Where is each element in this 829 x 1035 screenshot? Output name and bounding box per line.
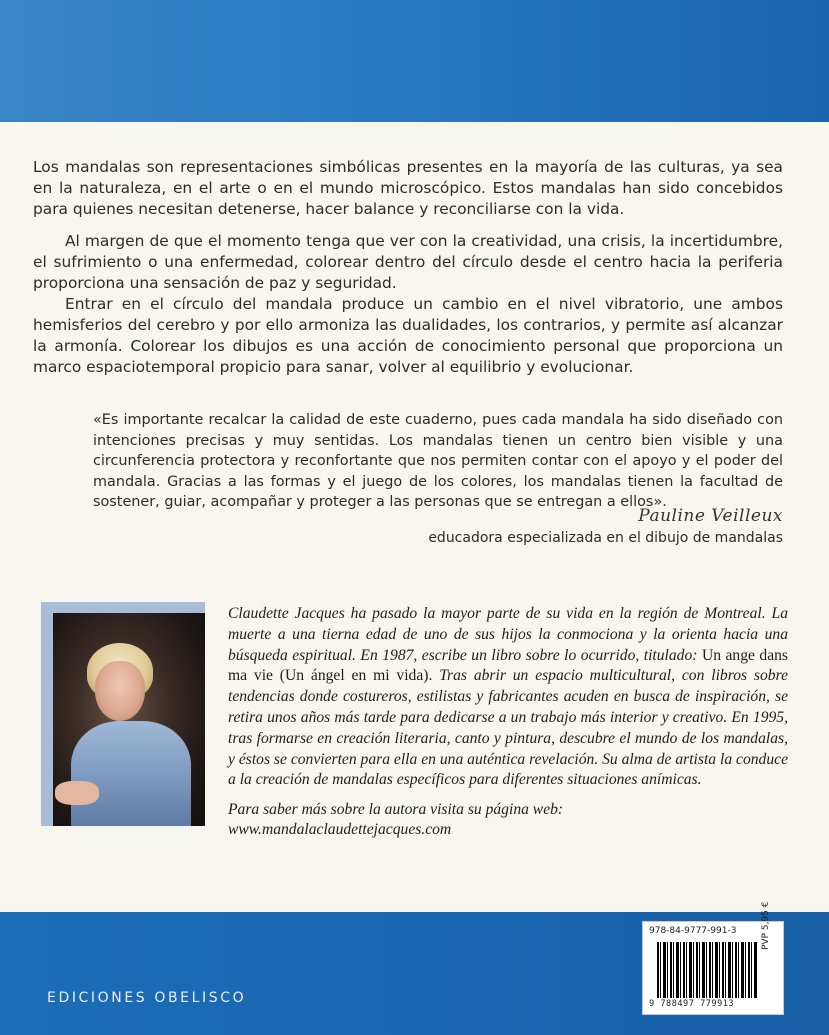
quote-author-role: educadora especializada en el dibujo de mandalas [428,530,783,546]
barcode-icon [657,942,757,998]
top-cover-band [0,0,829,122]
barcode-number: 9 788497 779913 [649,999,735,1009]
isbn-text: 978-84-9777-991-3 [649,926,737,936]
barcode-label [642,901,784,1015]
website-url[interactable]: www.mandalaclaudettejacques.com [228,821,452,838]
testimonial-quote: «Es importante recalcar la calidad de este cuaderno, pues cada mandala ha sido diseñado con intenciones precisas y muy sentidas. Los mandalas tienen un centro bien visible y una circunferencia protectora y reconfortante que nos permiten contar con el apoyo y el poder del mandala. Gracias a las formas y el juego de los colores, los mandalas tienen la facultad de sostener, guiar, acompañar y proteger a las personas que se entregan a ellos». [93,412,783,510]
intro-paragraph-3: Entrar en el círculo del mandala produce un cambio en el nivel vibratorio, une ambos hemisferios del cerebro y por ello armoniza las dualidades, los contrarios, y permite así alcanzar la armonía. Colorear los dibujos es una acción de conocimiento personal que proporciona un marco espaciotemporal propicio para sanar, volver al equilibrio y evolucionar. [33,295,783,376]
intro-paragraph-1: Los mandalas son representaciones simbólicas presentes en la mayoría de las culturas, ya sea en la naturaleza, en el arte o en el mundo microscópico. Estos mandalas han sido concebidos para quienes necesitan detenerse, hacer balance y reconciliarse con la vida. [33,158,783,218]
author-photo [53,613,205,826]
intro-paragraph-2: Al margen de que el momento tenga que ver con la creatividad, una crisis, la incertidumbre, el sufrimiento o una enfermedad, colorear dentro del círculo desde el centro hacia la periferia proporciona una sensación de paz y seguridad. [33,232,783,292]
photo-hand-shape [55,781,99,805]
author-bio [228,604,788,791]
quote-author: Pauline Veilleux [638,506,783,526]
website-label: Para saber más sobre la autora visita su página web: [228,801,564,818]
price-text: PVP 5,95 € [761,901,771,950]
bio-part-2: Tras abrir un espacio multicultural, con libros sobre tendencias donde costureros, estilistas y fabricantes acuden en busca de inspiración, se retira unos años más tarde para dedicarse a un trabajo más interior y creativo. En 1995, tras formarse en creación literaria, canto y pintura, descubre el mundo de los mandalas, y éstos se convierten para ella en una auténtica revelación. Su alma de artista la conduce a la creación de mandalas específicos para diferentes situaciones anímicas. [228,667,788,789]
publisher-name: EDICIONES OBELISCO [47,990,247,1006]
bio-part-1: Claudette Jacques ha pasado la mayor parte de su vida en la región de Montreal. La muerte a una tierna edad de uno de sus hijos la conmociona y la orienta hacia una búsqueda espiritual. En 1987, escribe un libro sobre lo ocurrido, titulado: [228,605,788,664]
bio-book-title: Un ange dans ma vie (Un ángel en mi vida). [228,646,789,685]
photo-body-shape [71,721,191,826]
photo-face-shape [95,661,145,721]
